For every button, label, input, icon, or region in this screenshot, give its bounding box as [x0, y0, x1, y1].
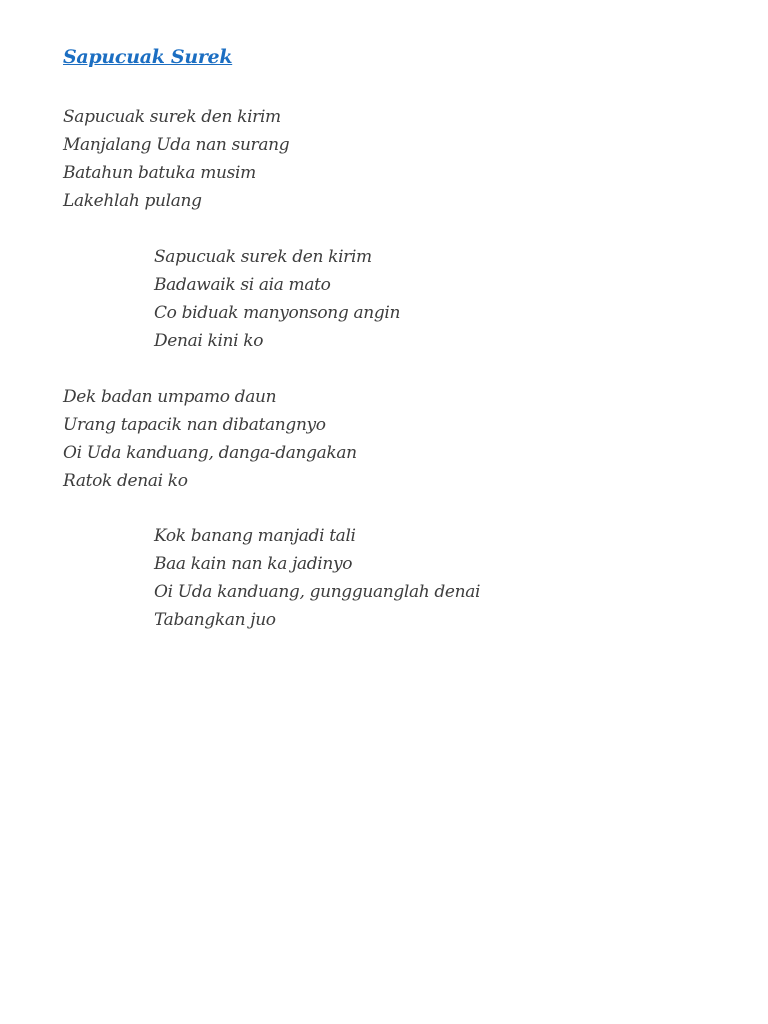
verse-line: Oi Uda kanduang, gungguanglah denai [154, 582, 481, 602]
stanza-4 [154, 522, 480, 634]
verse-line: Lakehlah pulang [63, 191, 202, 211]
verse-line: Manjalang Uda nan surang [63, 135, 290, 155]
verse-line: Tabangkan juo [154, 610, 276, 630]
verse-line: Urang tapacik nan dibatangnyo [63, 415, 326, 435]
verse-line: Denai kini ko [154, 331, 264, 351]
verse-line: Ratok denai ko [63, 471, 188, 491]
verse-line: Sapucuak surek den kirim [154, 247, 372, 267]
verse-line: Batahun batuka musim [63, 163, 256, 183]
verse-line: Dek badan umpamo daun [63, 387, 277, 407]
stanza-2 [154, 243, 400, 355]
stanza-1 [63, 103, 289, 215]
verse-line: Co biduak manyonsong angin [154, 303, 401, 323]
verse-line: Baa kain nan ka jadinyo [154, 554, 353, 574]
verse-line: Badawaik si aia mato [154, 275, 331, 295]
verse-line: Sapucuak surek den kirim [63, 107, 281, 127]
verse-line: Kok banang manjadi tali [154, 526, 356, 546]
verse-line: Oi Uda kanduang, danga-dangakan [63, 443, 357, 463]
document-title-link[interactable]: Sapucuak Surek [63, 46, 233, 68]
stanza-3 [63, 383, 357, 495]
